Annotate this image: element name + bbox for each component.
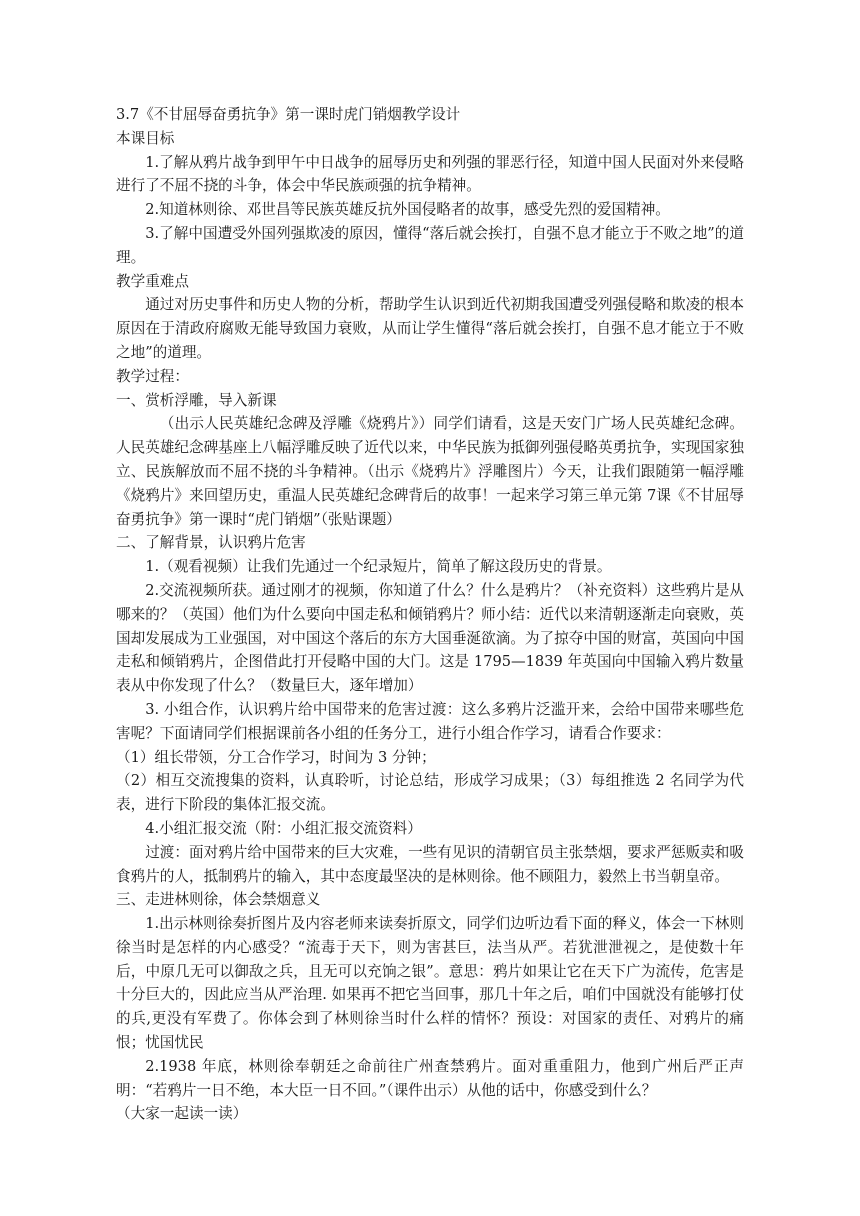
section-3-paragraph: 1.出示林则徐奏折图片及内容老师来读奏折原文，同学们边听边看下面的释义，体会一下林则徐当时是怎样的内心感受？“流毒于天下，则为害甚巨，法当从严。若犹泄泄视之，是使数十年后，中原几无可以御敌之兵，且无可以充饷之银”。意思：鸦片如果让它在天下广为流传，危害是十分巨大的，因此应当从严治理. 如果再不把它当回事，那几十年之后，咱们中国就没有能够打仗的兵,更没有军费了。你体会到了林则徐当时什么样的情怀？预设：对国家的责任、对鸦片的痛恨；忧国忧民 bbox=[116, 915, 744, 1052]
section-2-paragraph: 1.（观看视频）让我们先通过一个纪录短片，简单了解这段历史的背景。 bbox=[145, 558, 612, 576]
goal-item: 2.知道林则徐、邓世昌等民族英雄反抗外国侵略者的故事，感受先烈的爱国精神。 bbox=[145, 201, 670, 219]
section-1-heading: 一、赏析浮雕，导入新课 bbox=[116, 391, 277, 409]
goal-item: 1.了解从鸦片战争到甲午中日战争的屈辱历史和列强的罪恶行径，知道中国人民面对外来侵略进行了不屈不挠的斗争，体会中华民族顽强的抗争精神。 bbox=[116, 153, 744, 195]
section-2-requirement: （2）相互交流搜集的资料，认真聆听，讨论总结，形成学习成果；（3）每组推选 2 名同学为代表，进行下阶段的集体汇报交流。 bbox=[116, 772, 744, 814]
section-2-heading: 二、了解背景，认识鸦片危害 bbox=[116, 534, 306, 552]
key-points-text: 通过对历史事件和历史人物的分析，帮助学生认识到近代初期我国遭受列强侵略和欺凌的根本原因在于清政府腐败无能导致国力衰败，从而让学生懂得“落后就会挨打，自强不息才能立于不败之地”的道理。 bbox=[116, 296, 744, 361]
section-2-requirement: （1）组长带领，分工合作学习，时间为 3 分钟； bbox=[116, 748, 436, 766]
section-3-heading: 三、走进林则徐，体会禁烟意义 bbox=[116, 891, 321, 909]
section-2-paragraph: 过渡：面对鸦片给中国带来的巨大灾难，一些有见识的清朝官员主张禁烟，要求严惩贩卖和吸食鸦片的人，抵制鸦片的输入，其中态度最坚决的是林则徐。他不顾阻力，毅然上书当朝皇帝。 bbox=[116, 843, 744, 885]
goal-item: 3.了解中国遭受外国列强欺凌的原因，懂得“落后就会挨打，自强不息才能立于不败之地”的道理。 bbox=[116, 224, 744, 266]
section-2-paragraph: 4.小组汇报交流（附：小组汇报交流资料） bbox=[145, 819, 422, 837]
process-heading: 教学过程： bbox=[116, 367, 189, 385]
section-3-note: （大家一起读一读） bbox=[116, 1105, 248, 1123]
section-2-paragraph: 3. 小组合作，认识鸦片给中国带来的危害过渡：这么多鸦片泛滥开来，会给中国带来哪些危害呢？下面请同学们根据课前各小组的任务分工，进行小组合作学习，请看合作要求： bbox=[116, 700, 744, 742]
document-page bbox=[116, 103, 744, 1126]
section-1-text: （出示人民英雄纪念碑及浮雕《烧鸦片》）同学们请看，这是天安门广场人民英雄纪念碑。人民英雄纪念碑基座上八幅浮雕反映了近代以来，中华民族为抵御列强侵略英勇抗争，实现国家独立、民族解放而不屈不挠的斗争精神。（出示《烧鸦片》浮雕图片）今天，让我们跟随第一幅浮雕《烧鸦片》来回望历史，重温人民英雄纪念碑背后的故事！一起来学习第三单元第 7课《不甘屈辱奋勇抗争》第一课时“虎门销烟”（张贴课题） bbox=[116, 415, 744, 528]
section-2-paragraph: 2.交流视频所获。通过刚才的视频，你知道了什么？什么是鸦片？（补充资料）这些鸦片是从哪来的？（英国）他们为什么要向中国走私和倾销鸦片？师小结：近代以来清朝逐渐走向衰败，英国却发展成为工业强国，对中国这个落后的东方大国垂涎欲滴。为了掠夺中国的财富，英国向中国走私和倾销鸦片，企图借此打开侵略中国的大门。这是 1795—1839 年英国向中国输入鸦片数量表从中你发现了什么？（数量巨大，逐年增加） bbox=[116, 581, 744, 695]
key-points-heading: 教学重难点 bbox=[116, 272, 189, 290]
section-3-paragraph: 2.1938 年底，林则徐奉朝廷之命前往广州查禁鸦片。面对重重阻力，他到广州后严正声明：“若鸦片一日不绝，本大臣一日不回。”（课件出示）从他的话中，你感受到什么？ bbox=[116, 1057, 744, 1099]
document-title: 3.7《不甘屈辱奋勇抗争》第一课时虎门销烟教学设计 bbox=[116, 106, 461, 123]
goals-heading: 本课目标 bbox=[116, 129, 175, 147]
